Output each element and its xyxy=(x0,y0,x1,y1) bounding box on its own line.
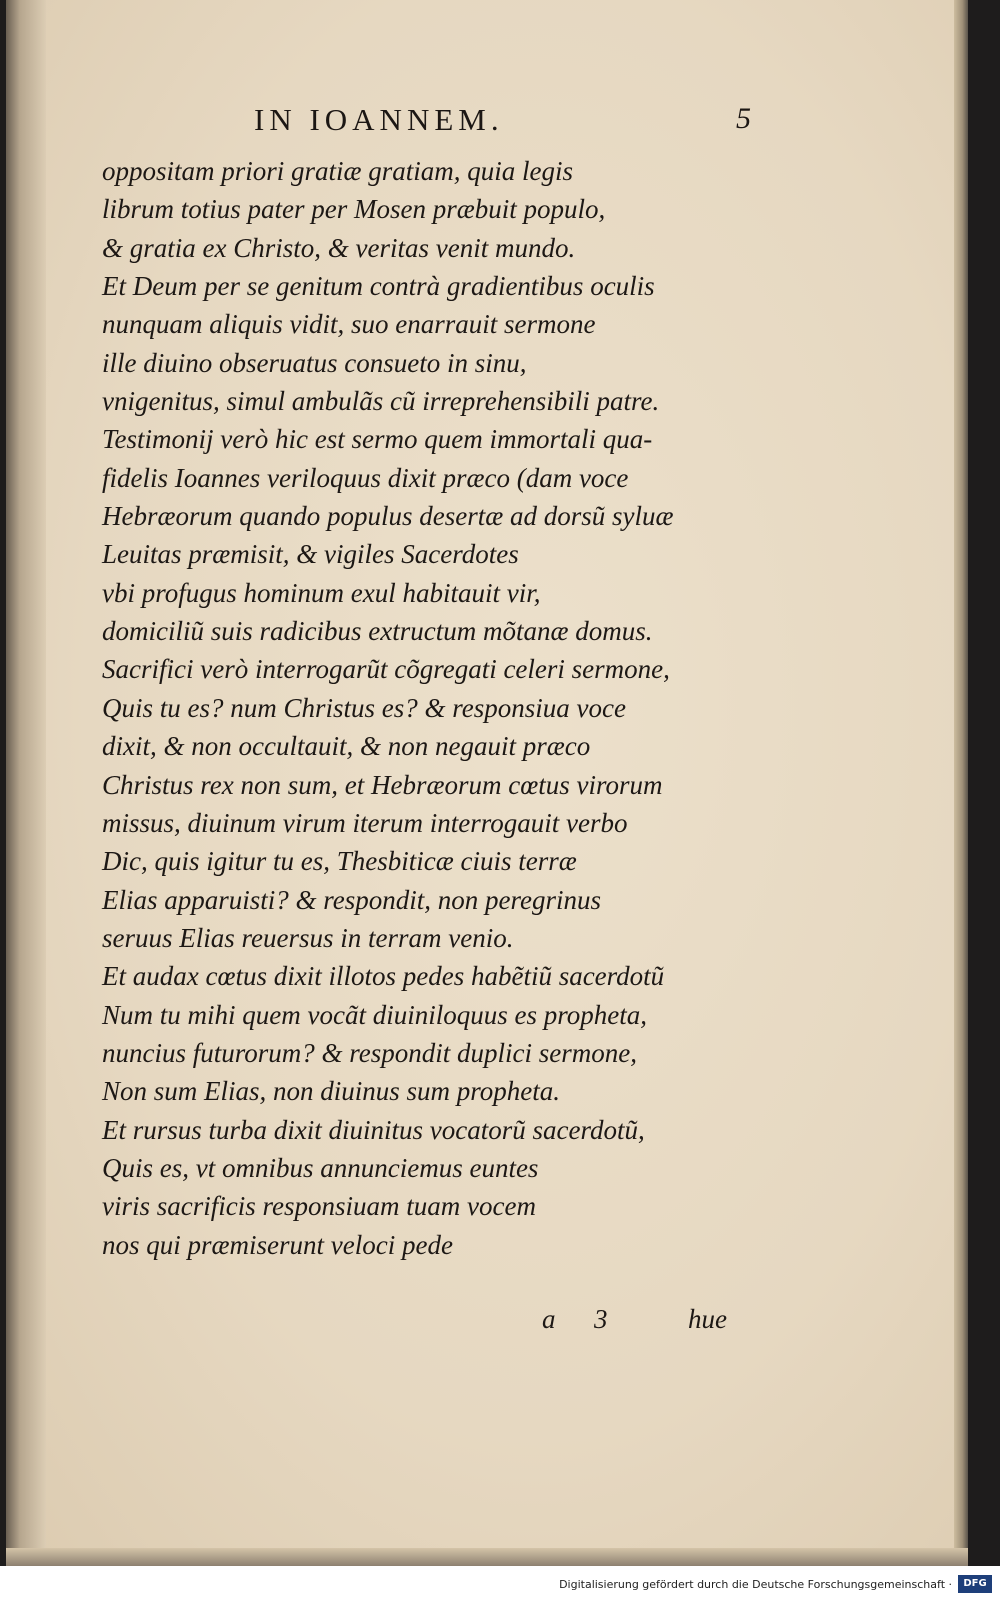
text-line: vbi profugus hominum exul habitauit vir, xyxy=(102,577,541,608)
text-line: Et Deum per se genitum contrà gradientibus oculis xyxy=(102,271,655,302)
text-line: Et audax cœtus dixit illotos pedes habẽtiũ sacerdotũ xyxy=(102,961,665,992)
page-fore-edge xyxy=(954,0,968,1566)
signature-mark: a xyxy=(542,1304,556,1334)
text-line: librum totius pater per Mosen præbuit populo, xyxy=(102,194,606,225)
dfg-logo-icon: DFG xyxy=(958,1575,992,1593)
page-bottom-edge xyxy=(6,1548,968,1566)
text-line: fidelis Ioannes veriloquus dixit præco (dam voce xyxy=(102,462,629,493)
catchword: hue xyxy=(688,1304,727,1334)
text-line: Quis es, vt omnibus annunciemus euntes xyxy=(102,1152,539,1183)
text-line: Elias apparuisti? & respondit, non peregrinus xyxy=(102,884,602,915)
text-line: Hebræorum quando populus desertæ ad dorsũ syluæ xyxy=(102,501,674,532)
text-line: missus, diuinum virum iterum interrogauit verbo xyxy=(102,807,628,838)
text-line: domiciliũ suis radicibus extructum mõtanæ domus. xyxy=(102,616,653,647)
text-line: Christus rex non sum, et Hebræorum cœtus virorum xyxy=(102,769,663,800)
text-line: nuncius futurorum? & respondit duplici sermone, xyxy=(102,1037,637,1068)
page-gutter xyxy=(6,0,46,1566)
text-line: ille diuino obseruatus consueto in sinu, xyxy=(102,347,527,378)
text-line: Leuitas præmisit, & vigiles Sacerdotes xyxy=(102,539,519,570)
text-line: nunquam aliquis vidit, suo enarrauit sermone xyxy=(102,309,596,340)
running-head: IN IOANNEM. xyxy=(254,102,504,137)
text-line: vnigenitus, simul ambulãs cũ irreprehensibili patre. xyxy=(102,386,660,417)
text-line: viris sacrificis responsiuam tuam vocem xyxy=(102,1191,536,1222)
text-line: oppositam priori gratiæ gratiam, quia legis xyxy=(102,156,574,186)
text-line: Non sum Elias, non diuinus sum propheta. xyxy=(102,1076,561,1107)
text-line: Quis tu es? num Christus es? & responsiua voce xyxy=(102,692,626,723)
text-line: & gratia ex Christo, & veritas venit mundo. xyxy=(102,232,576,263)
folio-number: 5 xyxy=(736,102,751,135)
text-line: nos qui præmiserunt veloci pede xyxy=(102,1229,453,1260)
text-line: Num tu mihi quem vocãt diuiniloquus es propheta, xyxy=(102,999,647,1030)
text-line: dixit, & non occultauit, & non negauit præco xyxy=(102,731,591,762)
text-line: seruus Elias reuersus in terram venio. xyxy=(102,922,514,953)
credit-strip xyxy=(0,1566,1000,1608)
book-page xyxy=(6,0,968,1566)
funding-credit: Digitalisierung gefördert durch die Deutsche Forschungsgemeinschaft · xyxy=(559,1578,952,1591)
text-line: Sacrifici verò interrogarũt cõgregati celeri sermone, xyxy=(102,654,670,685)
text-line: Testimonij verò hic est sermo quem immortali qua- xyxy=(102,424,653,455)
text-line: Et rursus turba dixit diuinitus vocatorũ sacerdotũ, xyxy=(102,1114,645,1145)
text-line: Dic, quis igitur tu es, Thesbiticæ ciuis terræ xyxy=(102,846,577,877)
signature-number: 3 xyxy=(594,1304,608,1334)
poem-text xyxy=(102,152,752,1264)
